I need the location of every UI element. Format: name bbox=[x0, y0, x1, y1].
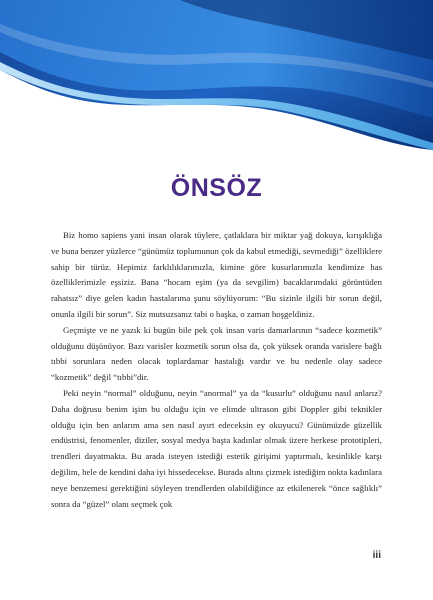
preface-body bbox=[51, 228, 382, 512]
paragraph: Geçmişte ve ne yazık ki bugün bile pek çok insan varis damarlarının “sadece kozmetik” olduğunu düşünüyor. Bazı varisler kozmetik sorun olsa da, çok yüksek oranda varislere bağlı tıbbi sorunlara neden olacak toplardamar hastalığı vardır ve bu nedenle olay sadece “kozmetik” değil “tıbbi”dir. bbox=[51, 324, 382, 383]
header-wave-graphic bbox=[0, 0, 433, 150]
page-number: iii bbox=[372, 550, 381, 561]
paragraph: Peki neyin “normal” olduğunu, neyin “anormal” ya da “kusurlu” olduğunu nasıl anlarız? Daha doğrusu benim işim bu olduğu için ve elimde ultrason gibi Doppler gibi teknikler olduğu için ben anlarım ama sen nasıl ayırt edeceksin ey okuyucu? Günümüzde güzellik endüstrisi, fenomenler, diziler, sosyal medya başta kadınlar olmak üzere herkese prototipleri, trendleri dayatmakta. Bu arada isteyen istediği estetik girişimi yaptırmalı, kesinlikle karşı değilim, hele de kendini daha iyi hissedecekse. Burada altını çizmek istediğim nokta kadınlara neye benzemesi gerektiğini söyleyen trendlerden olabildiğince az etkilenerek “önce sağlıklı” sonra da “güzel” olanı seçmek çok bbox=[51, 387, 382, 509]
page-title: ÖNSÖZ bbox=[170, 174, 263, 202]
paragraph: Biz homo sapiens yani insan olarak tüylere, çatlaklara bir miktar yağ dokuya, kırışıklığa ve buna benzer yüzlerce “günümüz toplumunun çok da kabul etmediği, sevmediği” özelliklere sahip bir türüz. Hepimiz farklılıklarımızla, kimine göre kusurlarımızla kendimize has özelliklerimizle eşsiziz. Bana “hocam eşim (ya da sevgilim) bacaklarımdaki görüntüden rahatsız” diye gelen kadın hastalarıma şunu söylüyorum: “Bu sizinle ilgili bir sorun değil, onunla ilgili bir sorun”. Siz mutsuzsanız tabi o başka, o zaman hoşgeldiniz. bbox=[51, 230, 382, 319]
